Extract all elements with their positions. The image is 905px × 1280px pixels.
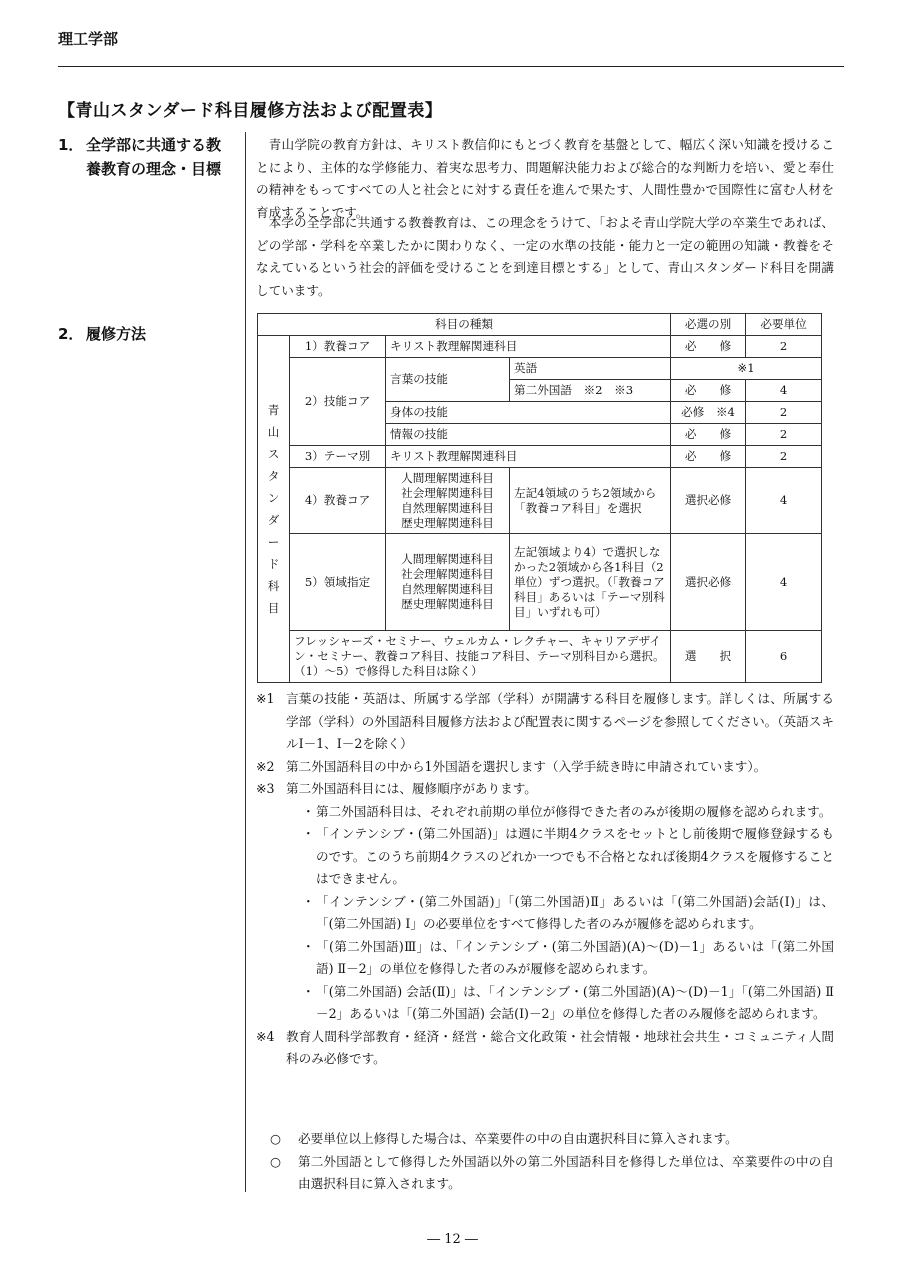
choice-5: 選択必修 <box>671 534 746 631</box>
section2-heading <box>58 322 146 346</box>
section1-heading-line2: 養教育の理念・目標 <box>86 160 222 178</box>
section1-paragraph-2: 本学の全学部に共通する教養教育は、この理念をうけて、「およそ青山学院大学の卒業生であれば、どの学部・学科を卒業したかに関わりなく、一定の水準の技能・能力と一定の範囲の知識・教養をそなえているという社会的評価を受けることを到達目標とする」として、青山スタンダード科目を開講しています。 <box>256 215 834 298</box>
table-row <box>258 468 822 534</box>
choice-4: 選択必修 <box>671 468 746 534</box>
category-2: 2）技能コア <box>290 358 386 446</box>
footnote-2: ※2 第二外国語科目の中から1外国語を選択します（入学手続き時に申請されています）。 <box>256 758 767 774</box>
choice-6: 選 択 <box>671 631 746 683</box>
units-4: 4 <box>746 468 822 534</box>
note-5: 左記領域より4）で選択しなかった2領域から各1科目（2単位）ずつ選択。（「教養コア科目」あるいは「テーマ別科目」いずれも可） <box>510 534 671 631</box>
requirements-table <box>257 313 822 683</box>
free-choice-description: フレッシャーズ・セミナー、ウェルカム・レクチャー、キャリアデザイン・セミナー、教養コア科目、技能コア科目、テーマ別科目から選択。（1）〜5）で修得した科目は除く） <box>290 631 671 683</box>
table-row <box>258 446 822 468</box>
subject-3: キリスト教理解関連科目 <box>386 446 671 468</box>
units-5: 4 <box>746 534 822 631</box>
subject-1: キリスト教理解関連科目 <box>386 336 671 358</box>
footnote-4: ※4 教育人間科学部教育・経済・経営・総合文化政策・社会情報・地球社会共生・コミュニティ人間科のみ必修です。 <box>256 1028 834 1066</box>
footnotes <box>256 688 834 1071</box>
table-row <box>258 534 822 631</box>
english-note: ※1 <box>671 358 822 380</box>
choice-information: 必 修 <box>671 424 746 446</box>
category-3: 3）テーマ別 <box>290 446 386 468</box>
subnote-4: ・ 「(第二外国語)Ⅲ」は、「インテンシブ・(第二外国語)(A)〜(D)－1」あるいは「(第二外国語) Ⅱ－2」の単位を修得した者のみが履修を認められます。 <box>302 938 834 976</box>
table-row <box>258 358 822 380</box>
second-language: 第二外国語 ※2 ※3 <box>510 380 671 402</box>
table-row <box>258 631 822 683</box>
page-number: ― 12 ― <box>427 1232 478 1247</box>
additional-notes <box>256 1128 834 1196</box>
subnote-1: ・ 第二外国語科目は、それぞれ前期の単位が修得できた者のみが後期の履修を認められます。 <box>302 803 832 819</box>
circle-note-1: ○ 必要単位以上修得した場合は、卒業要件の中の自由選択科目に算入されます。 <box>270 1131 738 1146</box>
subnote-5: ・ 「(第二外国語) 会話(Ⅱ)」は、「インテンシブ・(第二外国語)(A)〜(D)－1」「(第二外国語) Ⅱ－2」あるいは「(第二外国語) 会話(Ⅰ)－2」の単位を修得した者のみ履修を認められます。 <box>302 983 834 1021</box>
table-header-row <box>258 314 822 336</box>
fields-5: 人間理解関連科目 社会理解関連科目 自然理解関連科目 歴史理解関連科目 <box>386 534 510 631</box>
choice-physical: 必修 ※4 <box>671 402 746 424</box>
physical-skill: 身体の技能 <box>386 402 671 424</box>
section1-paragraph-1: 青山学院の教育方針は、キリスト教信仰にもとづく教育を基盤として、幅広く深い知識を授けることにより、主体的な学修能力、着実な思考力、問題解決能力および総合的な判断力を培い、愛と奉仕の精神をもってすべての人と社会とに対する責任を進んで果たす、人間性豊かで国際性に富む人材を育成することです。 <box>256 137 834 220</box>
section1-number: 1． <box>58 136 84 154</box>
fields-4: 人間理解関連科目 社会理解関連科目 自然理解関連科目 歴史理解関連科目 <box>386 468 510 534</box>
category-1: 1）教養コア <box>290 336 386 358</box>
faculty-label: 理工学部 <box>58 30 119 48</box>
section2-heading-text: 履修方法 <box>86 325 147 343</box>
units-3: 2 <box>746 446 822 468</box>
subnote-2: ・ 「インテンシブ・(第二外国語)」は週に半期4クラスをセットとし前後期で履修登録するものです。このうち前期4クラスのどれか一つでも不合格となれば後期4クラスを履修することはできません。 <box>302 826 835 886</box>
category-5: 5）領域指定 <box>290 534 386 631</box>
category-4: 4）教養コア <box>290 468 386 534</box>
units-second-language: 4 <box>746 380 822 402</box>
note-4: 左記4領域のうち2領域から「教養コア科目」を選択 <box>510 468 671 534</box>
english: 英語 <box>510 358 671 380</box>
table-row <box>258 336 822 358</box>
subnote-3: ・ 「インテンシブ・(第二外国語)」「(第二外国語)Ⅱ」あるいは「(第二外国語)会話(Ⅰ)」は、「(第二外国語) Ⅰ」の必要単位をすべて修得した者のみが履修を認められます。 <box>302 893 834 931</box>
choice-1: 必 修 <box>671 336 746 358</box>
units-6: 6 <box>746 631 822 683</box>
header-rule <box>58 66 844 67</box>
header-units: 必要単位 <box>746 314 822 336</box>
choice-second-language: 必 修 <box>671 380 746 402</box>
section1-heading <box>58 133 221 181</box>
header-choice: 必選の別 <box>671 314 746 336</box>
units-1: 2 <box>746 336 822 358</box>
footnote-1: ※1 言葉の技能・英語は、所属する学部（学科）が開講する科目を履修します。詳しくは、所属する学部（学科）の外国語科目履修方法および配置表に関するページを参照してください。（英語スキルⅠ－1、Ⅰ－2を除く） <box>256 691 834 751</box>
header-type: 科目の種類 <box>258 314 671 336</box>
footnote-3: ※3 第二外国語科目には、履修順序があります。 <box>256 781 537 796</box>
page-title: 【青山スタンダード科目履修方法および配置表】 <box>58 101 443 121</box>
language-skill: 言葉の技能 <box>386 358 510 402</box>
units-information: 2 <box>746 424 822 446</box>
units-physical: 2 <box>746 402 822 424</box>
column-divider <box>245 132 246 1192</box>
circle-note-2: ○ 第二外国語として修得した外国語以外の第二外国語科目を修得した単位は、卒業要件の中の自由選択科目に算入されます。 <box>270 1153 834 1191</box>
information-skill: 情報の技能 <box>386 424 671 446</box>
choice-3: 必 修 <box>671 446 746 468</box>
section2-number: 2． <box>58 325 84 343</box>
section1-heading-line1: 全学部に共通する教 <box>86 136 222 154</box>
group-label-vertical: 青 山 ス タ ン ダ ー ド 科 目 <box>258 336 290 683</box>
